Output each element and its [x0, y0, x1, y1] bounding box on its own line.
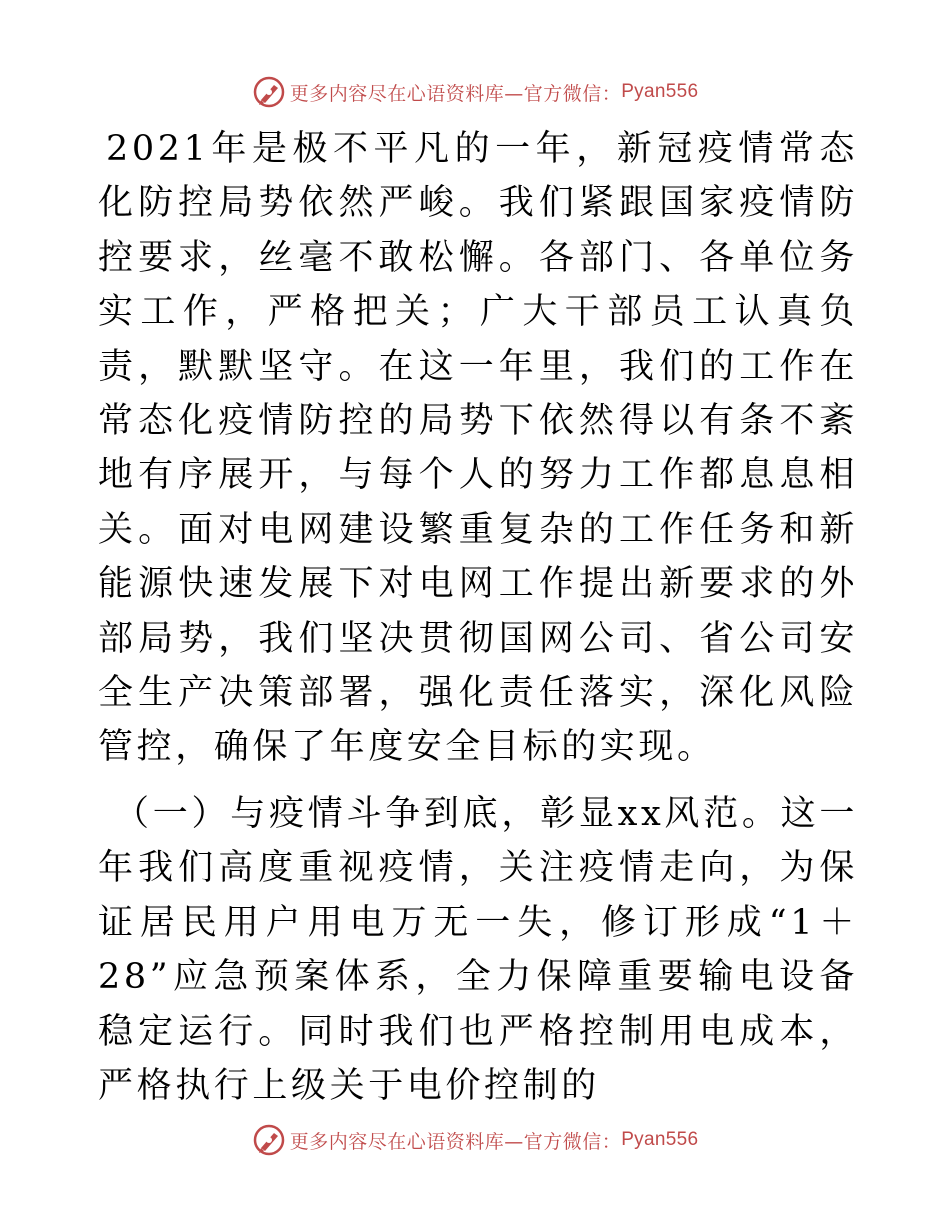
pen-logo-icon: [252, 1123, 286, 1157]
watermark-account: Pyan556: [621, 1129, 699, 1150]
watermark-account: Pyan556: [621, 81, 699, 102]
document-body: [98, 122, 858, 1113]
header-watermark: [0, 72, 950, 112]
watermark-text: 更多内容尽在心语资料库—官方微信：: [289, 1130, 622, 1153]
footer-watermark: [0, 1120, 950, 1160]
pen-logo-icon: [252, 75, 286, 109]
paragraph-intro: 2021年是极不平凡的一年，新冠疫情常态化防控局势依然严峻。我们紧跟国家疫情防控要求，丝毫不敢松懈。各部门、各单位务实工作，严格把关；广大干部员工认真负责，默默坚守。在这一年里，我们的工作在常态化疫情防控的局势下依然得以有条不紊地有序展开，与每个人的努力工作都息息相关。面对电网建设繁重复杂的工作任务和新能源快速发展下对电网工作提出新要求的外部局势，我们坚决贯彻国网公司、省公司安全生产决策部署，强化责任落实，深化风险管控，确保了年度安全目标的实现。: [98, 129, 858, 768]
paragraph-section-one: （一）与疫情斗争到底，彰显xx风范。这一年我们高度重视疫情，关注疫情走向，为保证居民用户用电万无一失，修订形成“1＋28”应急预案体系，全力保障重要输电设备稳定运行。同时我们也严格控制用电成本，严格执行上级关于电价控制的: [98, 793, 858, 1106]
watermark-text: 更多内容尽在心语资料库—官方微信：: [289, 82, 622, 105]
